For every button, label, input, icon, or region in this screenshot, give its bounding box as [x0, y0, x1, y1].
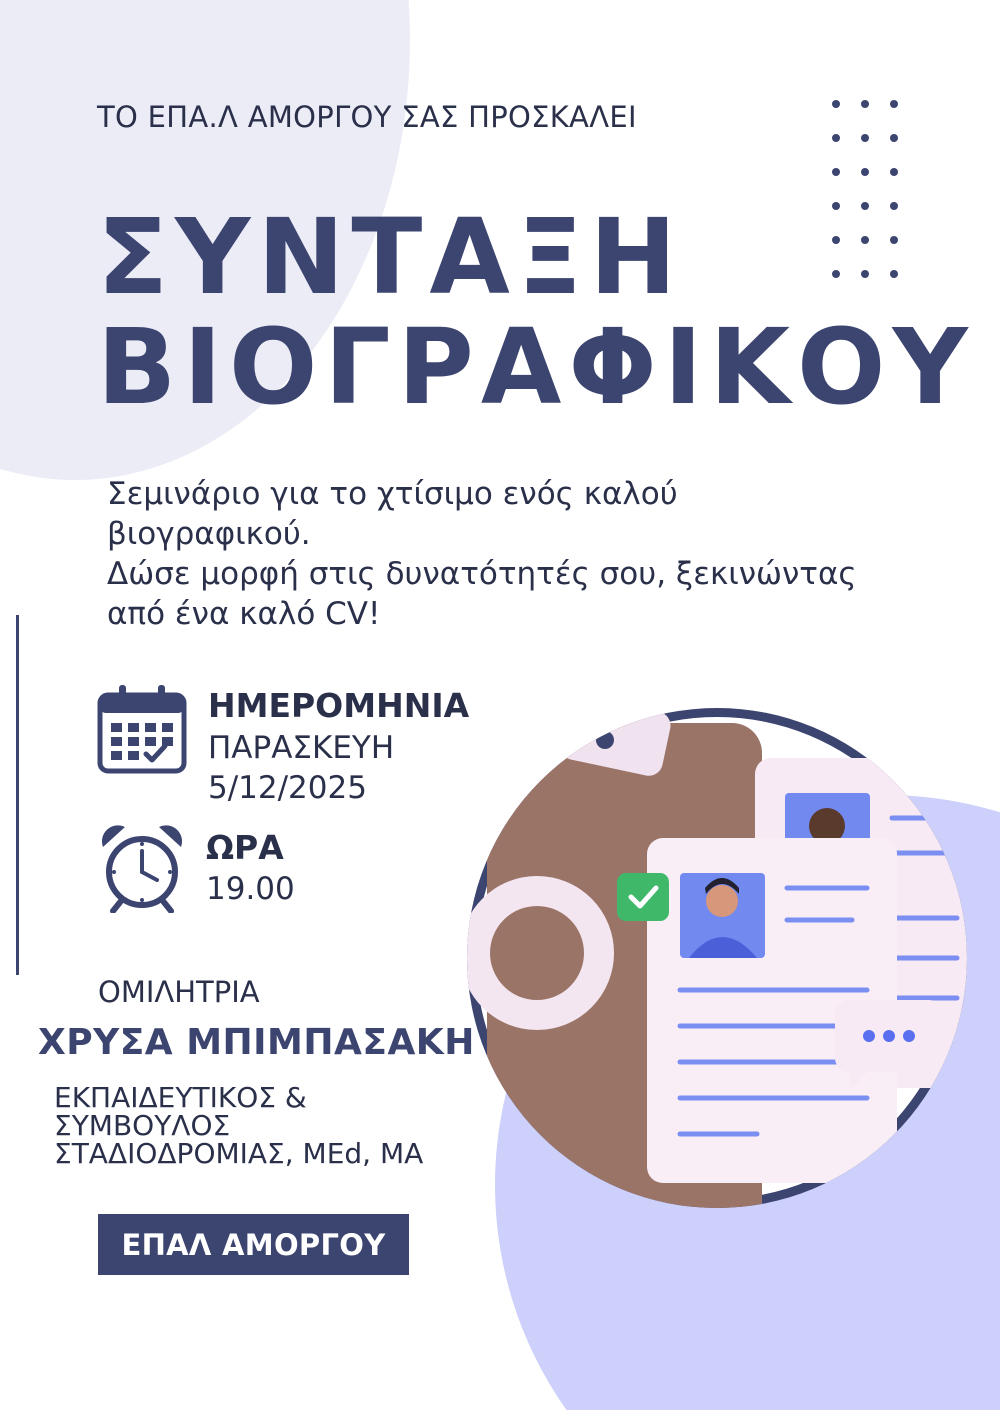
intro-line-3: Δώσε μορφή στις δυνατότητές σου, ξεκινώντας [107, 556, 857, 592]
dots-grid-decoration [832, 100, 898, 280]
speaker-role-line-3: ΣΤΑΔΙΟΔΡΟΜΙΑΣ, MEd, MA [54, 1137, 424, 1170]
speaker-label: ΟΜΙΛΗΤΡΙΑ [98, 975, 260, 1009]
date-label: ΗΜΕΡΟΜΗΝΙΑ [208, 686, 470, 725]
speaker-role-line-1: ΕΚΠΑΙΔΕΥΤΙΚΟΣ & [54, 1081, 307, 1114]
time-label: ΩΡΑ [206, 828, 284, 867]
school-badge: ΕΠΑΛ ΑΜΟΡΓΟΥ [98, 1214, 409, 1275]
title-line-1: ΣΥΝΤΑΞΗ [97, 196, 684, 318]
intro-line-4: από ένα καλό CV! [107, 596, 381, 632]
calendar-icon [97, 683, 187, 775]
intro-line-1: Σεμινάριο για το χτίσιμο ενός καλού [107, 476, 678, 512]
resume-illustration [467, 708, 967, 1208]
speaker-name: ΧΡΥΣΑ ΜΠΙΜΠΑΣΑΚΗ [38, 1022, 475, 1063]
speaker-role [54, 1081, 494, 1170]
time-value: 19.00 [206, 871, 295, 907]
title-line-2: ΒΙΟΓΡΑΦΙΚΟΥ [97, 306, 975, 428]
left-divider-line [16, 615, 19, 975]
speaker-role-line-2: ΣΥΜΒΟΥΛΟΣ [54, 1109, 231, 1142]
alarm-clock-icon [97, 823, 187, 913]
intro-line-2: βιογραφικού. [107, 516, 311, 552]
date-day: ΠΑΡΑΣΚΕΥΗ [208, 730, 395, 766]
date-value: 5/12/2025 [208, 770, 367, 806]
intro-text [107, 474, 987, 634]
invite-heading: ΤΟ ΕΠΑ.Λ ΑΜΟΡΓΟΥ ΣΑΣ ΠΡΟΣΚΑΛΕΙ [97, 100, 637, 134]
